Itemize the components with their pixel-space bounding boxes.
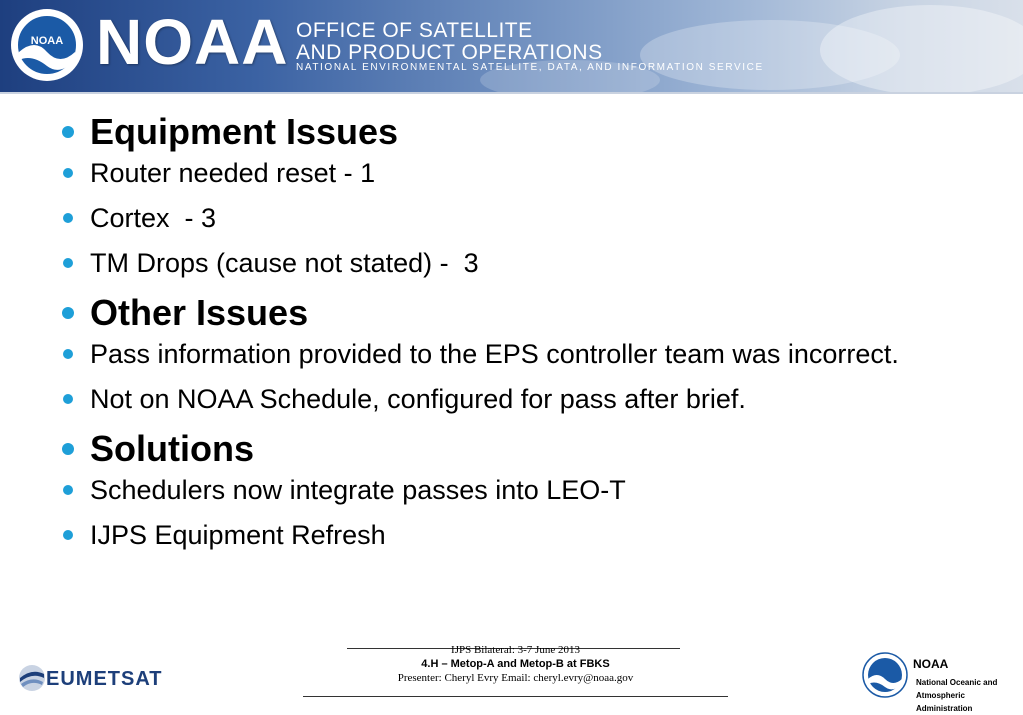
bullet-icon [62, 126, 74, 138]
list-item [60, 201, 960, 236]
bullet-icon [62, 307, 74, 319]
eumetsat-label: EUMETSAT [46, 668, 163, 690]
noaa-footer-title: NOAA [913, 657, 949, 671]
item-text: Pass information provided to the EPS controller team was incorrect. [90, 339, 899, 369]
footer-info [303, 643, 728, 685]
item-text: Schedulers now integrate passes into LEO-T [90, 475, 626, 505]
eumetsat-logo-icon [18, 664, 46, 692]
header-divider [0, 92, 1023, 94]
item-text: Router needed reset - 1 [90, 158, 376, 188]
noaa-footer-subtitle [916, 676, 1023, 715]
banner-service-line: NATIONAL ENVIRONMENTAL SATELLITE, DATA, AND INFORMATION SERVICE [296, 62, 764, 73]
bullet-icon [63, 530, 73, 540]
noaa-footer-sub-1: National Oceanic and [916, 678, 998, 687]
bullet-icon [63, 485, 73, 495]
heading-text: Equipment Issues [90, 111, 399, 152]
list-item [60, 156, 960, 191]
list-item [60, 337, 960, 372]
footer-line-1: IJPS Bilateral: 3-7 June 2013 [451, 644, 580, 656]
list-item [60, 518, 960, 553]
footer-line-3: Presenter: Cheryl Evry Email: cheryl.evry@noaa.gov [397, 672, 634, 684]
banner-cloud [820, 5, 1023, 92]
office-line-2: AND PRODUCT OPERATIONS [296, 41, 603, 64]
header-banner [0, 0, 1023, 92]
heading-text: Solutions [90, 428, 254, 469]
list-item [60, 246, 960, 281]
item-text: Not on NOAA Schedule, configured for pass after brief. [90, 384, 746, 414]
bullet-icon [63, 213, 73, 223]
section-heading-other [60, 291, 960, 335]
section-heading-equipment [60, 110, 960, 154]
bullet-icon [63, 394, 73, 404]
heading-text: Other Issues [90, 292, 309, 333]
office-line-1: OFFICE OF SATELLITE [296, 19, 533, 42]
item-text: Cortex - 3 [90, 203, 217, 233]
bullet-icon [62, 443, 74, 455]
list-item [60, 382, 960, 417]
list-item [60, 473, 960, 508]
noaa-footer-seal-icon [862, 652, 908, 698]
bullet-icon [63, 258, 73, 268]
noaa-seal-icon [10, 8, 84, 82]
item-text: IJPS Equipment Refresh [90, 520, 386, 550]
bullet-icon [63, 349, 73, 359]
footer-line-2: 4.H – Metop-A and Metop-B at FBKS [421, 658, 610, 670]
item-text: TM Drops (cause not stated) - 3 [90, 248, 479, 278]
footer-rule-bottom [303, 696, 728, 697]
noaa-footer-sub-2: Atmospheric Administration [916, 691, 973, 713]
slide-content [60, 110, 960, 563]
seal-text: NOAA [30, 35, 64, 47]
section-heading-solutions [60, 427, 960, 471]
banner-logo-text: NOAA [96, 6, 289, 78]
banner-office-title [296, 20, 603, 64]
bullet-icon [63, 168, 73, 178]
